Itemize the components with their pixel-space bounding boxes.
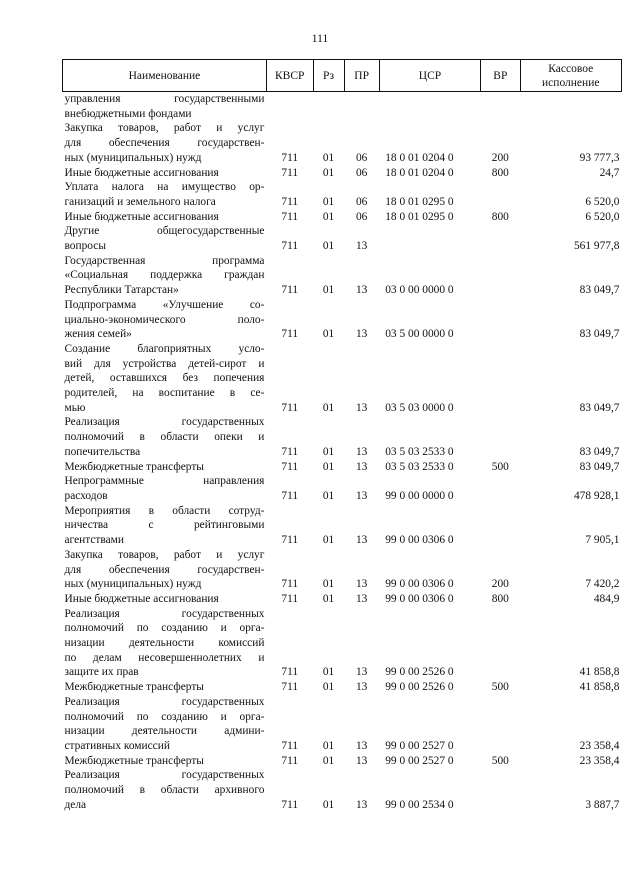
table-row	[63, 166, 622, 181]
row-vr: 500	[491, 460, 509, 473]
row-rz: 01	[322, 739, 335, 752]
row-rz: 01	[322, 401, 335, 414]
row-name-line: Реализация государственных	[64, 695, 265, 708]
row-rz: 01	[322, 210, 335, 223]
row-csr: 99 0 00 2527 0	[385, 739, 454, 752]
header-pr: ПР	[344, 60, 379, 92]
table-row	[63, 592, 622, 607]
row-name-line: защите их прав	[64, 666, 139, 679]
table-row	[63, 180, 622, 209]
table-row	[63, 754, 622, 769]
row-name-line: низации деятельности админи-	[64, 725, 265, 738]
row-name-line: Республики Татарстан»	[64, 284, 179, 297]
row-csr: 99 0 00 2526 0	[385, 666, 454, 679]
row-cash-execution: 83 049,7	[579, 328, 620, 341]
row-name-line: ничества с рейтинговыми	[64, 519, 265, 532]
header-cash-execution	[520, 60, 622, 92]
row-name-line: по делам несовершеннолетних и	[64, 651, 265, 664]
row-name-line: жения семей»	[64, 328, 132, 341]
row-kvsr: 711	[281, 754, 299, 767]
row-name-line: Непрограммные направления	[64, 475, 265, 488]
row-rz: 01	[322, 284, 335, 297]
row-vr	[481, 298, 520, 342]
row-csr: 18 0 01 0295 0	[385, 210, 454, 223]
row-pr: 13	[355, 739, 368, 752]
row-csr: 03 5 03 2533 0	[385, 445, 454, 458]
row-cash-execution: 6 520,0	[585, 210, 620, 223]
row-name-line: ганизаций и земельного налога	[64, 195, 216, 208]
row-vr: 800	[491, 166, 509, 179]
table-row	[63, 210, 622, 225]
row-pr: 06	[355, 195, 368, 208]
header-kvsr: КВСР	[266, 60, 313, 92]
row-name-line: ных (муниципальных) нужд	[64, 151, 202, 164]
row-name-cell	[63, 607, 267, 681]
row-cash-execution: 7 420,2	[585, 578, 620, 591]
row-vr	[481, 415, 520, 459]
row-name-line: полномочий по созданию и орга-	[64, 710, 265, 723]
header-name: Наименование	[63, 60, 267, 92]
row-kvsr: 711	[281, 210, 299, 223]
row-cash-execution: 83 049,7	[579, 401, 620, 414]
row-rz: 01	[322, 460, 335, 473]
row-kvsr: 711	[281, 445, 299, 458]
row-name-line: «Социальная поддержка граждан	[64, 269, 265, 282]
row-name-cell	[63, 254, 267, 298]
row-kvsr: 711	[281, 240, 299, 253]
row-csr: 99 0 00 2527 0	[385, 754, 454, 767]
row-pr: 13	[355, 534, 368, 547]
row-kvsr: 711	[281, 592, 299, 605]
row-cash-execution: 6 520,0	[585, 195, 620, 208]
row-cash-execution: 24,7	[599, 166, 620, 179]
row-name-cell	[63, 298, 267, 342]
table-row	[63, 768, 622, 812]
row-cash-execution: 23 358,4	[579, 739, 620, 752]
table-row	[63, 92, 622, 122]
row-name-line: Реализация государственных	[64, 416, 265, 429]
row-cash-execution: 561 977,8	[573, 240, 620, 253]
row-rz	[313, 92, 344, 122]
row-kvsr: 711	[281, 798, 299, 811]
row-cash-execution	[520, 92, 622, 122]
row-name-line: расходов	[64, 489, 108, 502]
row-name-line: детей, оставшихся без попечения	[64, 372, 265, 385]
row-csr: 99 0 00 0306 0	[385, 592, 454, 605]
row-name-line: Иные бюджетные ассигнования	[64, 592, 219, 605]
row-csr: 99 0 00 0000 0	[385, 489, 454, 502]
row-pr	[344, 92, 379, 122]
row-vr	[481, 342, 520, 416]
row-name-line: внебюджетными фондами	[64, 107, 192, 120]
row-name-cell	[63, 695, 267, 754]
row-name-line: Межбюджетные трансферты	[64, 681, 204, 694]
row-pr: 06	[355, 166, 368, 179]
row-name-line: Подпрограмма «Улучшение со-	[64, 298, 265, 311]
row-cash-execution: 93 777,3	[579, 151, 620, 164]
row-pr: 13	[355, 284, 368, 297]
row-name-cell	[63, 548, 267, 592]
table-row	[63, 548, 622, 592]
row-kvsr: 711	[281, 489, 299, 502]
row-cash-execution: 41 858,8	[579, 681, 620, 694]
row-name-cell	[63, 592, 267, 607]
row-csr	[379, 224, 480, 253]
row-vr	[481, 768, 520, 812]
row-name-line: попечительства	[64, 445, 141, 458]
row-name-line: Уплата налога на имущество ор-	[64, 181, 265, 194]
row-pr: 06	[355, 151, 368, 164]
row-name-line: циально-экономического поло-	[64, 313, 265, 326]
row-vr	[481, 607, 520, 681]
row-pr: 13	[355, 592, 368, 605]
row-name-cell	[63, 166, 267, 181]
row-name-line: Создание благоприятных усло-	[64, 342, 265, 355]
table-row	[63, 298, 622, 342]
row-vr	[481, 92, 520, 122]
row-name-cell	[63, 504, 267, 548]
row-name-line: вий для устройства детей-сирот и	[64, 357, 265, 370]
header-vr: ВР	[481, 60, 520, 92]
table-header	[63, 60, 622, 92]
table-row	[63, 342, 622, 416]
row-name-line: дела	[64, 798, 87, 811]
row-kvsr	[266, 92, 313, 122]
row-pr: 13	[355, 681, 368, 694]
row-name-line: Государственная программа	[64, 254, 265, 267]
row-name-line: полномочий в области архивного	[64, 784, 265, 797]
row-kvsr: 711	[281, 284, 299, 297]
row-name-line: Реализация государственных	[64, 607, 265, 620]
row-pr: 13	[355, 798, 368, 811]
row-name-line: Иные бюджетные ассигнования	[64, 166, 219, 179]
row-kvsr: 711	[281, 666, 299, 679]
row-csr: 03 5 00 0000 0	[385, 328, 454, 341]
page-number: 111	[311, 33, 329, 45]
row-cash-execution: 478 928,1	[573, 489, 620, 502]
table-row	[63, 504, 622, 548]
header-rz: Рз	[313, 60, 344, 92]
row-name-line: Реализация государственных	[64, 769, 265, 782]
row-rz: 01	[322, 681, 335, 694]
header-row	[63, 60, 622, 92]
row-name-line: Иные бюджетные ассигнования	[64, 210, 219, 223]
row-pr: 06	[355, 210, 368, 223]
row-pr: 13	[355, 754, 368, 767]
row-name-cell	[63, 224, 267, 253]
row-name-line: полномочий в области опеки и	[64, 431, 265, 444]
row-rz: 01	[322, 666, 335, 679]
row-name-line: Межбюджетные трансферты	[64, 754, 204, 767]
row-name-cell	[63, 474, 267, 503]
row-vr	[481, 504, 520, 548]
row-kvsr: 711	[281, 166, 299, 179]
row-csr: 18 0 01 0204 0	[385, 166, 454, 179]
row-rz: 01	[322, 328, 335, 341]
row-csr: 03 0 00 0000 0	[385, 284, 454, 297]
row-kvsr: 711	[281, 401, 299, 414]
row-kvsr: 711	[281, 460, 299, 473]
table-row	[63, 695, 622, 754]
row-pr: 13	[355, 401, 368, 414]
table-row	[63, 680, 622, 695]
row-rz: 01	[322, 445, 335, 458]
row-vr	[481, 224, 520, 253]
row-pr: 13	[355, 328, 368, 341]
row-kvsr: 711	[281, 681, 299, 694]
row-vr	[481, 695, 520, 754]
row-name-line: стративных комиссий	[64, 739, 170, 752]
row-rz: 01	[322, 798, 335, 811]
row-pr: 13	[355, 666, 368, 679]
row-kvsr: 711	[281, 534, 299, 547]
row-pr: 13	[355, 578, 368, 591]
row-name-line: родителей, на воспитание в се-	[64, 387, 265, 400]
header-sum-line2: исполнение	[542, 76, 600, 89]
row-rz: 01	[322, 195, 335, 208]
row-vr: 800	[491, 210, 509, 223]
row-name-cell	[63, 754, 267, 769]
row-rz: 01	[322, 534, 335, 547]
row-name-cell	[63, 210, 267, 225]
row-name-line: Закупка товаров, работ и услуг	[64, 122, 265, 135]
row-name-line: для обеспечения государствен-	[64, 563, 265, 576]
row-pr: 13	[355, 489, 368, 502]
row-kvsr: 711	[281, 578, 299, 591]
row-vr	[481, 474, 520, 503]
row-cash-execution: 83 049,7	[579, 460, 620, 473]
table-row	[63, 607, 622, 681]
row-vr	[481, 254, 520, 298]
row-vr: 800	[491, 592, 509, 605]
row-csr: 03 5 03 2533 0	[385, 460, 454, 473]
row-name-line: вопросы	[64, 240, 106, 253]
row-vr: 500	[491, 681, 509, 694]
table-row	[63, 254, 622, 298]
row-csr: 99 0 00 2534 0	[385, 798, 454, 811]
row-name-line: Мероприятия в области сотруд-	[64, 504, 265, 517]
row-cash-execution: 83 049,7	[579, 445, 620, 458]
row-name-cell	[63, 415, 267, 459]
row-vr: 200	[491, 578, 509, 591]
row-csr: 03 5 03 0000 0	[385, 401, 454, 414]
table-row	[63, 121, 622, 165]
row-csr: 18 0 01 0295 0	[385, 195, 454, 208]
row-name-line: Межбюджетные трансферты	[64, 460, 204, 473]
row-name-cell	[63, 121, 267, 165]
row-rz: 01	[322, 592, 335, 605]
row-rz: 01	[322, 166, 335, 179]
row-rz: 01	[322, 151, 335, 164]
row-name-cell	[63, 460, 267, 475]
row-name-line: ных (муниципальных) нужд	[64, 578, 202, 591]
row-vr: 200	[491, 151, 509, 164]
row-csr: 99 0 00 0306 0	[385, 534, 454, 547]
row-cash-execution: 41 858,8	[579, 666, 620, 679]
row-vr	[481, 180, 520, 209]
row-vr: 500	[491, 754, 509, 767]
row-name-line: Другие общегосударственные	[64, 225, 265, 238]
row-kvsr: 711	[281, 739, 299, 752]
row-pr: 13	[355, 460, 368, 473]
budget-execution-table	[62, 59, 622, 812]
header-sum-line1: Кассовое	[548, 62, 594, 75]
row-csr: 18 0 01 0204 0	[385, 151, 454, 164]
row-name-cell	[63, 92, 267, 122]
row-name-line: для обеспечения государствен-	[64, 137, 265, 150]
row-name-line: Закупка товаров, работ и услуг	[64, 548, 265, 561]
row-name-line: мью	[64, 401, 86, 414]
row-cash-execution: 484,9	[593, 592, 620, 605]
row-name-cell	[63, 768, 267, 812]
row-cash-execution: 7 905,1	[585, 534, 620, 547]
table-row	[63, 460, 622, 475]
table-row	[63, 474, 622, 503]
row-rz: 01	[322, 240, 335, 253]
table-row	[63, 224, 622, 253]
row-kvsr: 711	[281, 151, 299, 164]
row-kvsr: 711	[281, 195, 299, 208]
table-row	[63, 415, 622, 459]
row-cash-execution: 23 358,4	[579, 754, 620, 767]
row-cash-execution: 3 887,7	[585, 798, 620, 811]
table-body	[63, 92, 622, 813]
row-name-cell	[63, 342, 267, 416]
row-csr: 99 0 00 2526 0	[385, 681, 454, 694]
row-cash-execution: 83 049,7	[579, 284, 620, 297]
row-rz: 01	[322, 489, 335, 502]
row-name-cell	[63, 680, 267, 695]
row-name-line: низации деятельности комиссий	[64, 637, 265, 650]
row-kvsr: 711	[281, 328, 299, 341]
row-pr: 13	[355, 240, 368, 253]
header-csr: ЦСР	[379, 60, 480, 92]
row-rz: 01	[322, 578, 335, 591]
row-rz: 01	[322, 754, 335, 767]
row-name-line: полномочий по созданию и орга-	[64, 622, 265, 635]
row-csr	[379, 92, 480, 122]
row-csr: 99 0 00 0306 0	[385, 578, 454, 591]
row-name-cell	[63, 180, 267, 209]
row-pr: 13	[355, 445, 368, 458]
row-name-line: управления государственными	[64, 93, 265, 105]
row-name-line: агентствами	[64, 534, 124, 547]
